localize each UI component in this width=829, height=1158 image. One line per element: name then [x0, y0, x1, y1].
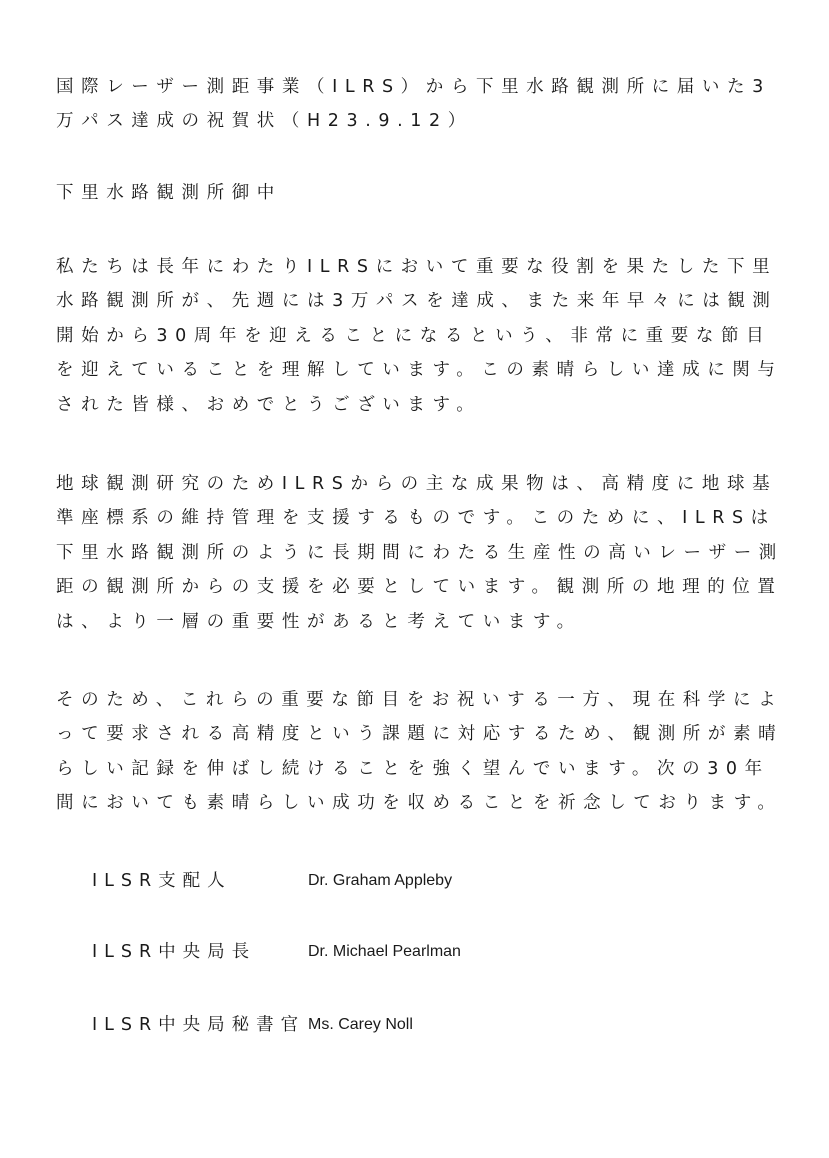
signatory-name: Dr. Michael Pearlman: [308, 943, 461, 960]
addressee: 下里水路観測所御中: [56, 183, 282, 203]
paragraph-3: そのため、これらの重要な節目をお祝いする一方、現在科学によって要求される高精度という課題に対応するため、観測所が素晴らしい記録を伸ばし続けることを強く望んでいます。次の30年間においても素晴らしい成功を収めることを祈念しております。: [56, 690, 784, 814]
paragraph-2: 地球観測研究のためILRSからの主な成果物は、高精度に地球基準座標系の維持管理を支援するものです。このために、ILRSは下里水路観測所のように長期間にわたる生産性の高いレーザー測距の観測所からの支援を必要としています。観測所の地理的位置は、より一層の重要性があると考えています。: [56, 474, 784, 632]
signatory-name: Ms. Carey Noll: [308, 1016, 413, 1033]
signatory-role: ILSR支配人: [92, 871, 232, 891]
document-title: 国際レーザー測距事業（ILRS）から下里水路観測所に届いた3万パス達成の祝賀状（H23.9.12）: [56, 77, 771, 132]
signatory-role: ILSR中央局長: [92, 942, 257, 962]
paragraph-1: 私たちは長年にわたりILRSにおいて重要な役割を果たした下里水路観測所が、先週には3万パスを達成、また来年早々には観測開始から30周年を迎えることになるという、非常に重要な節目を迎えていることを理解しています。この素晴らしい達成に関与された皆様、おめでとうございます。: [56, 257, 783, 415]
signatory-row-director: [92, 866, 772, 896]
signatory-name: Dr. Graham Appleby: [308, 872, 453, 889]
signatory-role: ILSR中央局秘書官: [92, 1015, 306, 1035]
signatory-row-central-bureau-chief: [92, 937, 772, 967]
signatory-row-central-bureau-secretary: [92, 1010, 772, 1040]
